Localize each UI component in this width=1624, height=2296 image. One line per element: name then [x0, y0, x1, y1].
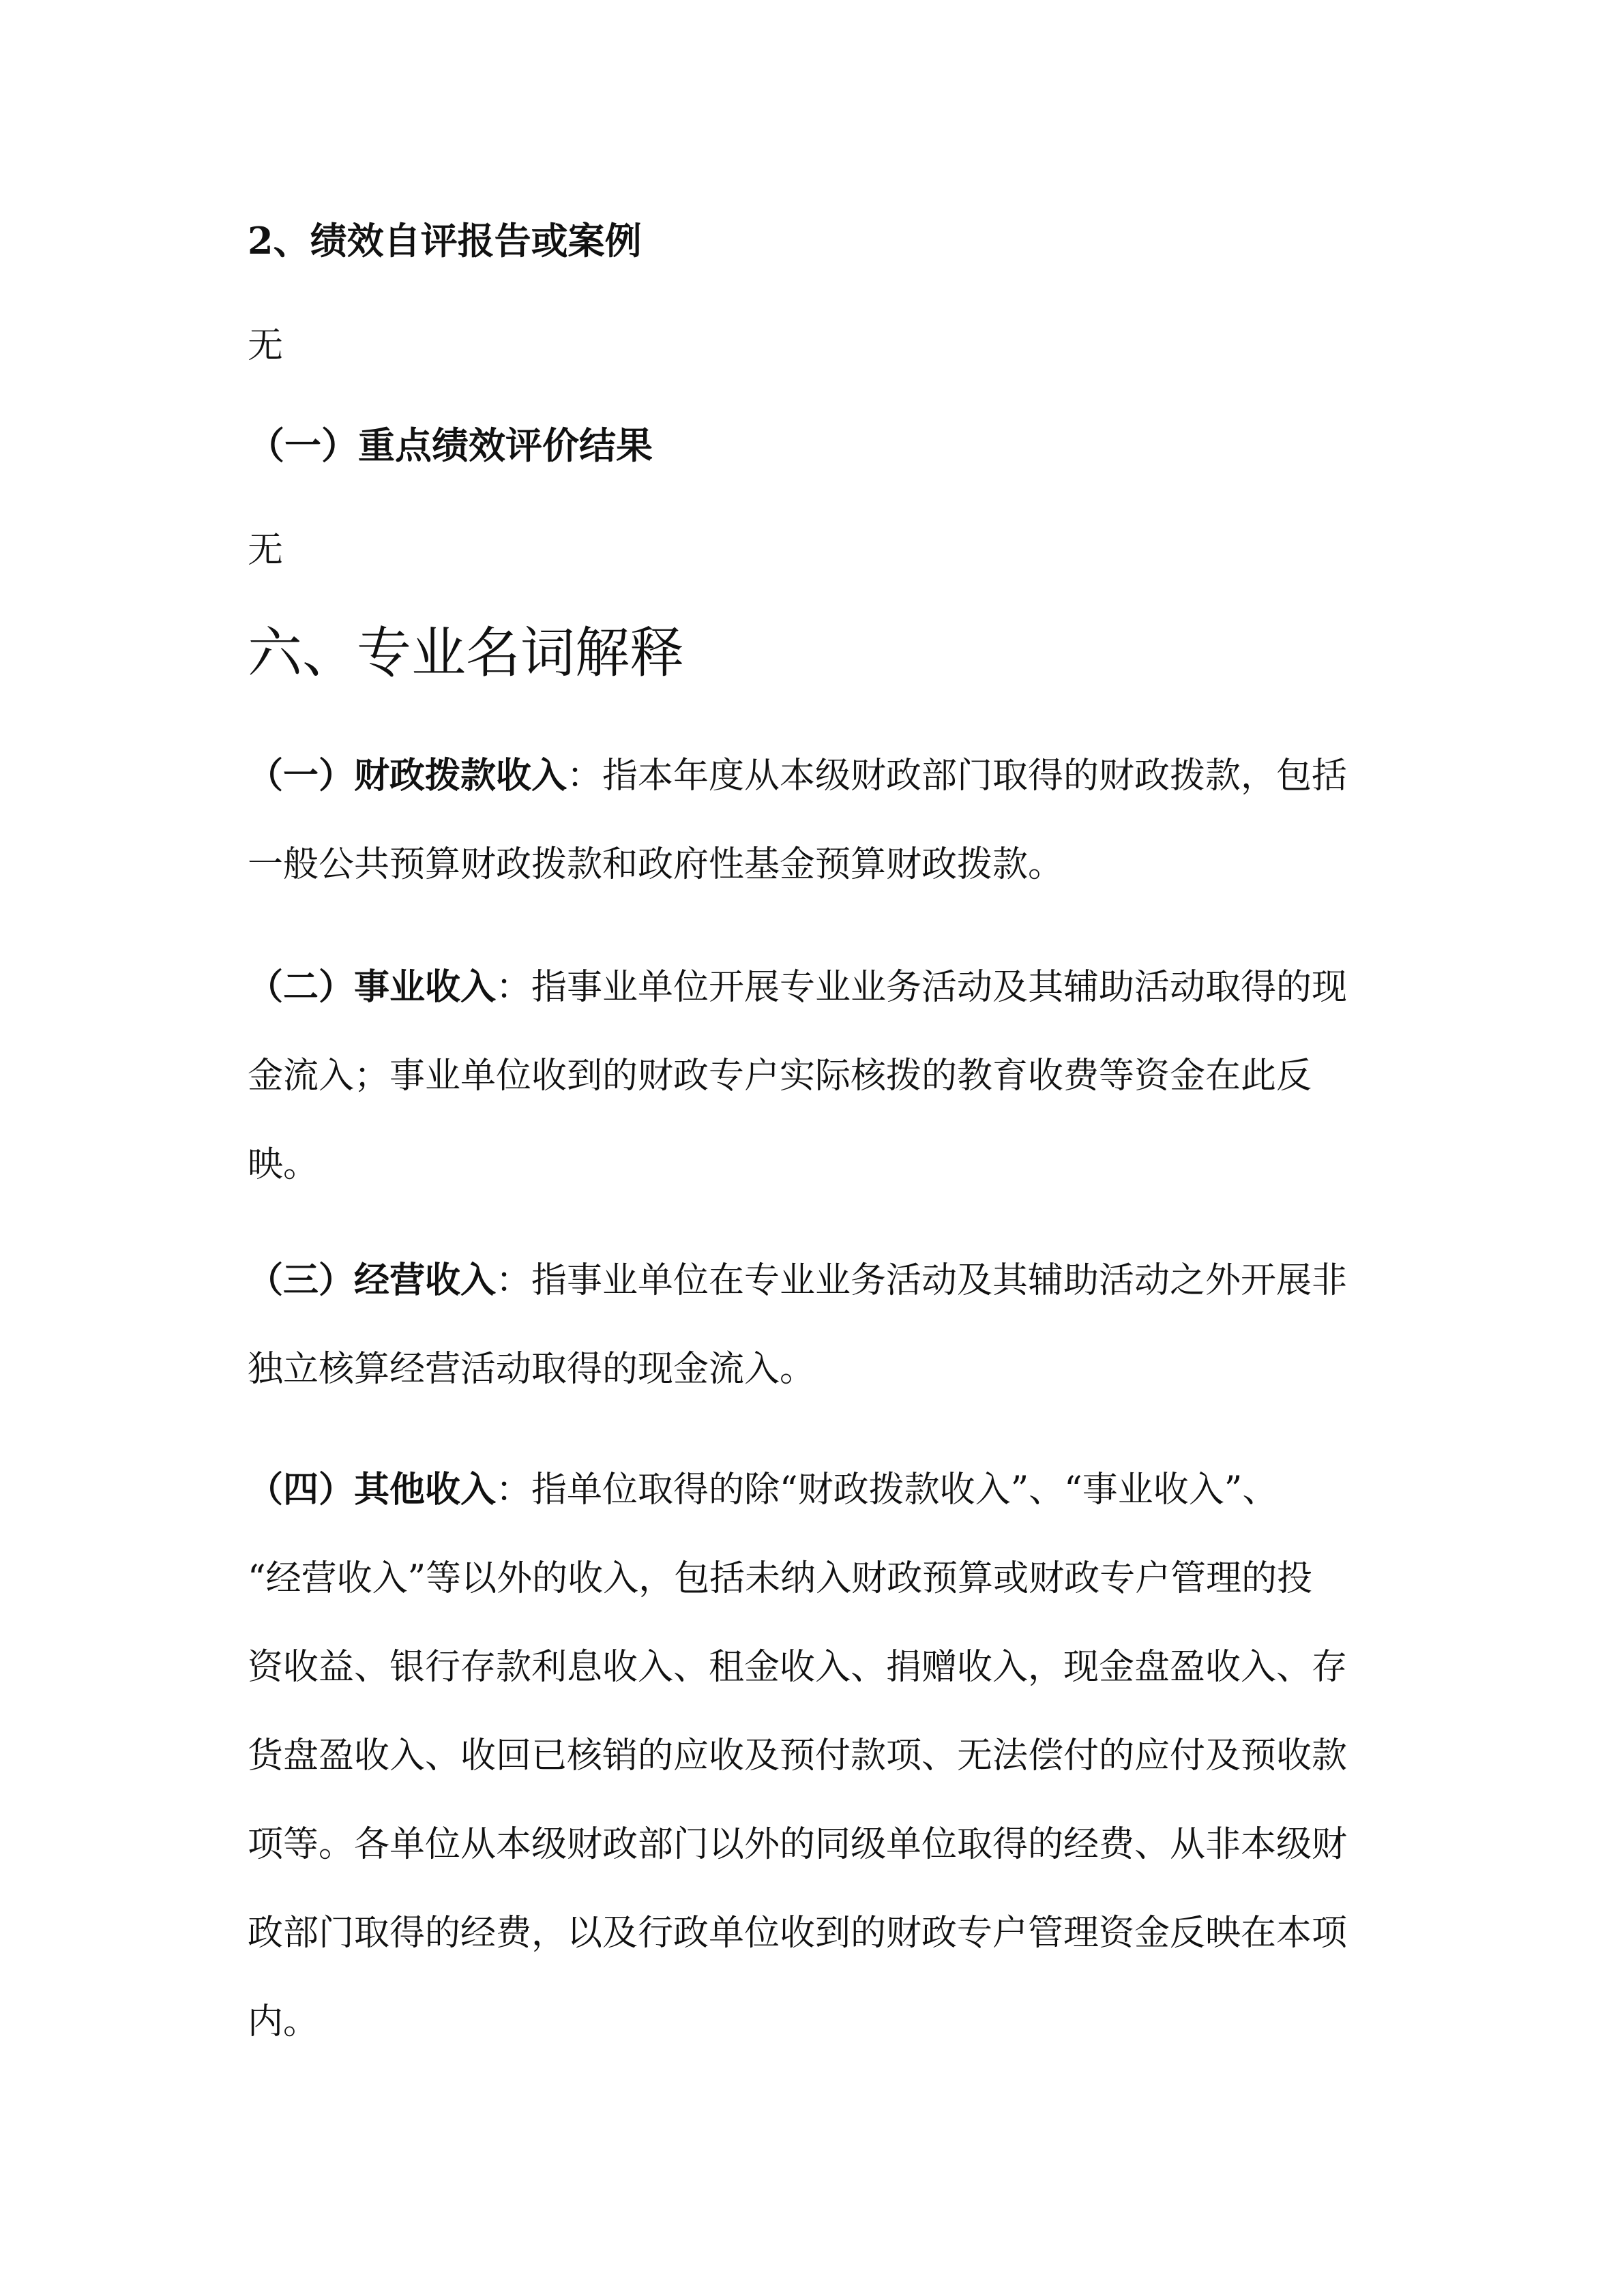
glossary-line: 一般公共预算财政拨款和政府性基金预算财政拨款。 [248, 844, 1064, 885]
glossary-item-business-income [248, 943, 1393, 1209]
section-heading-key-results: （一）重点绩效评价结果 [248, 423, 653, 467]
glossary-line: 项等。各单位从本级财政部门以外的同级单位取得的经费、从非本级财 [248, 1824, 1348, 1865]
chapter-heading-glossary: 六、专业名词解释 [248, 621, 684, 685]
glossary-line [248, 943, 1393, 1032]
section-content-key-results: 无 [248, 530, 284, 571]
glossary-text: ：指本年度从本级财政部门取得的财政拨款，包括 [567, 756, 1348, 796]
glossary-term: （三）经营收入 [248, 1259, 497, 1301]
glossary-line: 政部门取得的经费，以及行政单位收到的财政专户管理资金反映在本项 [248, 1913, 1348, 1954]
section-heading-self-evaluation: 2、绩效自评报告或案例 [248, 219, 642, 263]
glossary-text: ：指事业单位在专业业务活动及其辅助活动之外开展非 [496, 1260, 1348, 1301]
glossary-line: 独立核算经营活动取得的现金流入。 [248, 1349, 816, 1390]
glossary-text: ：指事业单位开展专业业务活动及其辅助活动取得的现 [496, 967, 1348, 1008]
glossary-line: 货盘盈收入、收回已核销的应收及预付款项、无法偿付的应付及预收款 [248, 1735, 1348, 1776]
section-content-self-evaluation: 无 [248, 325, 284, 366]
glossary-line: 映。 [248, 1144, 319, 1185]
glossary-item-other-income [248, 1446, 1393, 2066]
glossary-item-fiscal-appropriation [248, 732, 1393, 909]
glossary-item-operating-income [248, 1236, 1393, 1414]
glossary-term: （二）事业收入 [248, 966, 497, 1008]
glossary-line: “经营收入”等以外的收入，包括未纳入财政预算或财政专户管理的投 [248, 1558, 1313, 1599]
glossary-line [248, 1446, 1393, 1534]
glossary-line: 内。 [248, 2001, 319, 2042]
glossary-line [248, 1236, 1393, 1325]
glossary-text: ：指单位取得的除“财政拨款收入”、“事业收入”、 [496, 1470, 1278, 1510]
glossary-line: 金流入；事业单位收到的财政专户实际核拨的教育收费等资金在此反 [248, 1056, 1312, 1097]
glossary-line: 资收益、银行存款利息收入、租金收入、捐赠收入，现金盘盈收入、存 [248, 1647, 1348, 1688]
glossary-term: （四）其他收入 [248, 1469, 497, 1510]
glossary-line [248, 732, 1393, 820]
glossary-term: （一）财政拨款收入 [248, 755, 567, 796]
